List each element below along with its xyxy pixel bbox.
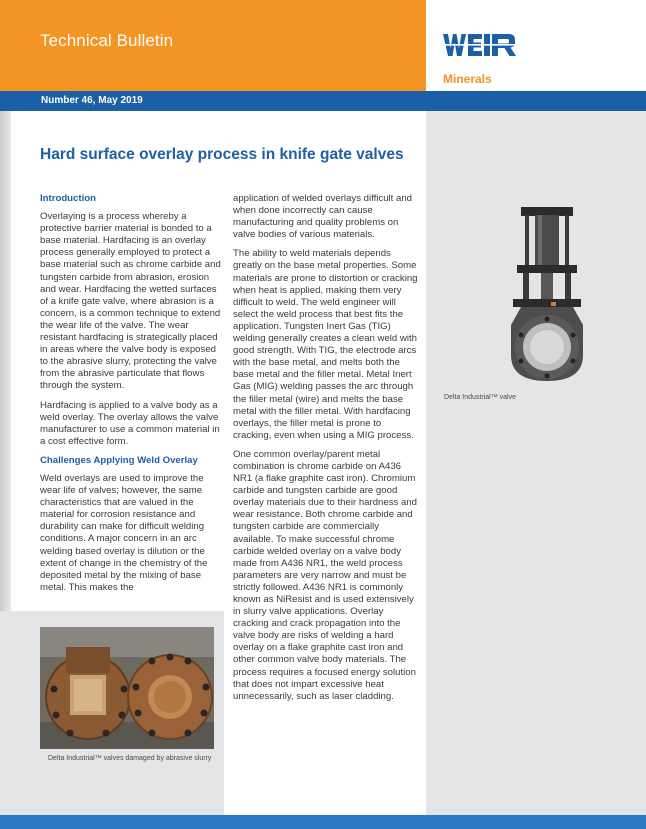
- bulletin-number: Number 46, May 2019: [41, 95, 143, 106]
- valve-caption: Delta Industrial™ valve: [444, 394, 516, 401]
- challenges-paragraph-1: Weld overlays are used to improve the wear life of valves; however, the same characteristics that are valued in the material for corrosion resistance and durability can make for difficult welding conditions. A major concern in an arc welding based overlay is dilution or the extent of change in the chemistry of the deposited metal by the mixing of base metal. This makes the: [40, 472, 208, 593]
- right-paragraph-2: The ability to weld materials depends greatly on the base metal properties. Some materials are prone to distortion or cracking when heat is applied, making them very difficult to weld. The weld engineer will select the weld process that best fits the application. Tungsten Inert Gas (TIG) welding generally creates a clean weld with good strength. With TIG, the electrode arcs with the base metal, and melts both the base metal and the filler metal. Metal Inert Gas (MIG) welding passes the arc through the filler metal (wire) and melts the base metal with the filler metal. With hardfacing overlays, the filler metal is prone to cracking, even when using a MIG process.: [233, 248, 418, 441]
- left-text-column: [40, 193, 224, 601]
- weir-logo-icon: [443, 34, 521, 56]
- challenges-heading: Challenges Applying Weld Overlay: [40, 454, 198, 466]
- introduction-heading: Introduction: [40, 193, 96, 204]
- damaged-valves-photo: [40, 627, 214, 749]
- document-type-title: Technical Bulletin: [40, 31, 174, 50]
- right-paragraph-3: One common overlay/parent metal combination is chrome carbide on A436 NR1 (a flake graphite cast iron). Chromium carbide and tungsten carbide are good overlay materials due to their hardness and wear resistance. Both chrome carbide and tungsten carbide are commercially available. To make successful chrome carbide welded overlay on a valve body made from A436 NR1, the weld process parameters are very narrow and must be strictly followed. A436 NR1 is commonly known as NiResist and is used extensively in slurry valve applications. Overlay cracking and crack propagation into the valve body are risks of welding a hard overlay on a flake graphite cast iron and other common valve body materials. The process requires a focused energy solution that does not impart excessive heat unnecessarily, such as laser cladding.: [233, 448, 417, 702]
- intro-paragraph-2: Hardfacing is applied to a valve body as a weld overlay. The overlay allows the valve manufacturer to use a common material in a cost effective form.: [40, 399, 220, 447]
- intro-paragraph-1: Overlaying is a process whereby a protective barrier material is bonded to a base material. Hardfacing is an overlay process generally employed to protect a base material such as chrome carbide and tungsten carbide from abrasion, erosion and wear. Hardfacing the wetted surfaces of a knife gate valve, where abrasion is a concern, is a common technique to extend the wear life of the valve. The wear resistant hardfacing is strategically placed in areas where the valve body is exposed to the abrasive slurry, protecting the valve from the abrasive particulate that flows through the system.: [40, 211, 221, 392]
- article-title: Hard surface overlay process in knife gate valves: [40, 146, 404, 163]
- right-paragraph-1: application of welded overlays difficult and when done incorrectly can cause manufacturing and quality problems on valve bodies of various materials.: [233, 193, 413, 241]
- division-label: Minerals: [443, 72, 492, 86]
- footer-bar: [0, 815, 646, 829]
- right-text-column: [233, 193, 419, 710]
- knife-gate-valve-photo: [503, 205, 591, 383]
- damaged-valves-caption: Delta Industrial™ valves damaged by abrasive slurry: [48, 755, 212, 762]
